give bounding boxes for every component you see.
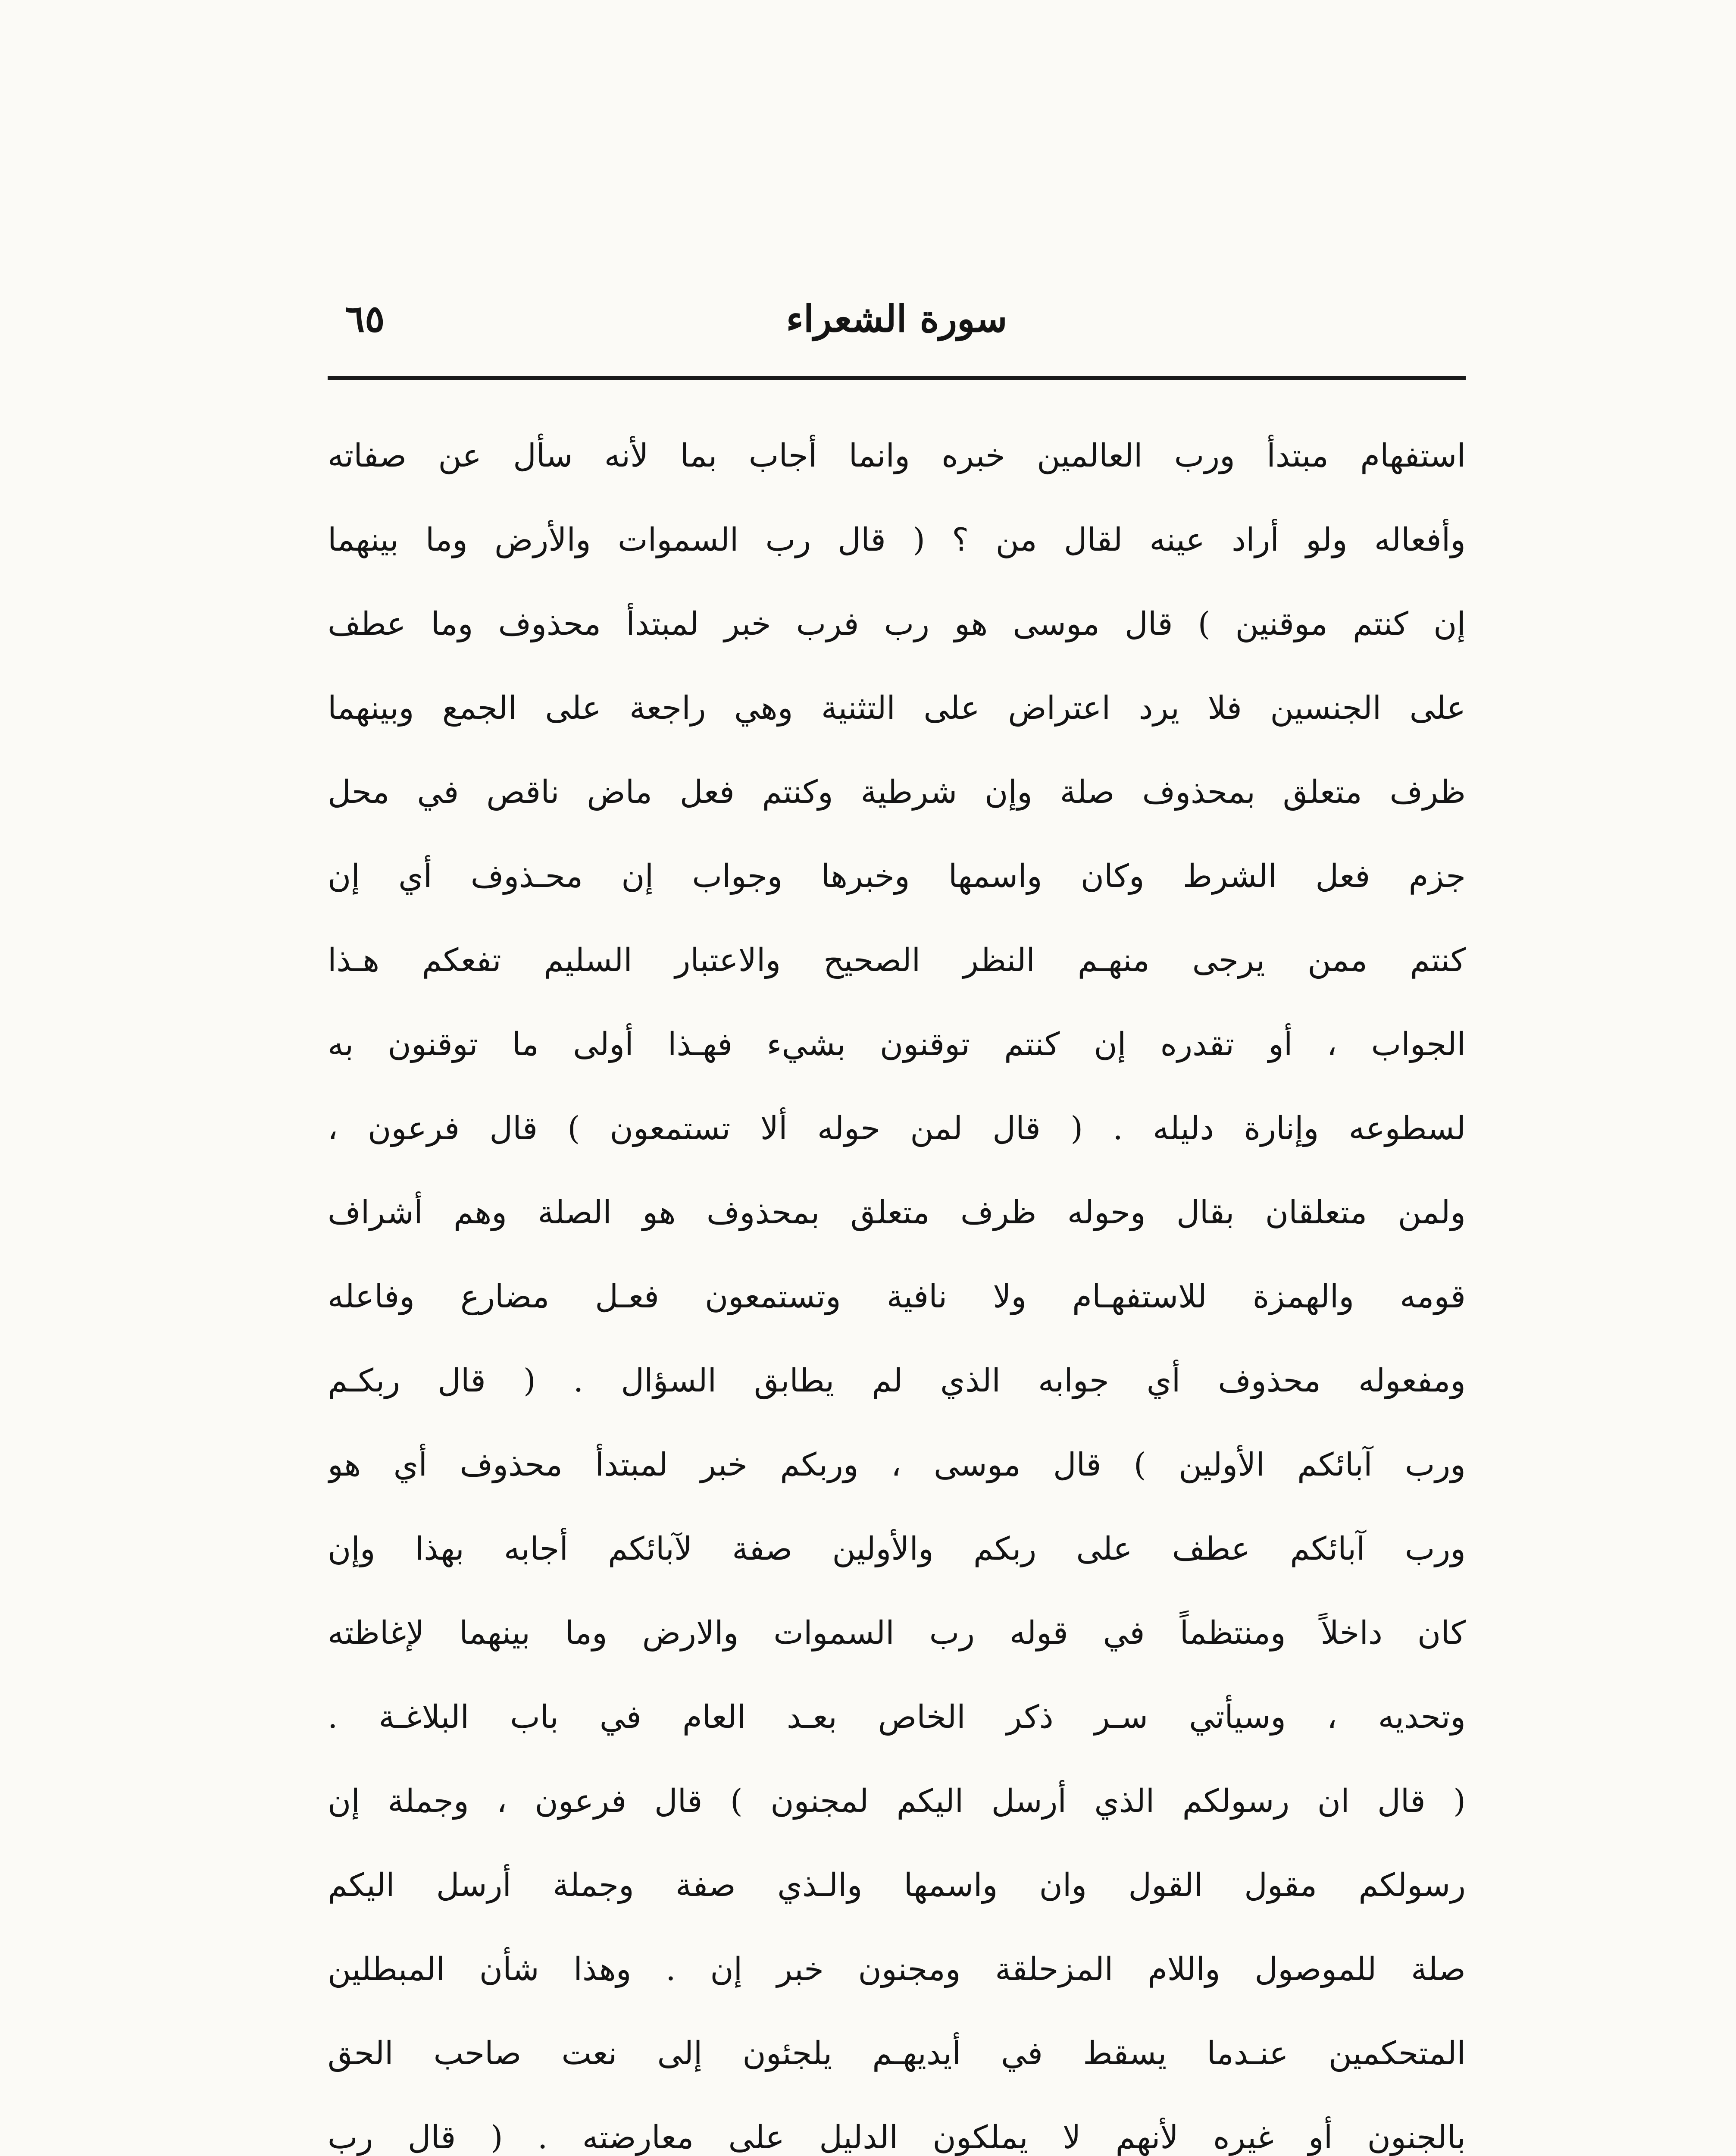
text-line: ومفعوله محذوف أي جوابه الذي لم يطابق السؤال . ( قال ربكـم bbox=[328, 1362, 1466, 1399]
text-line: وتحديه ، وسيأتي سـر ذكر الخاص بعـد العام في باب البلاغـة . bbox=[328, 1698, 1466, 1736]
text-line: كان داخلاً ومنتظماً في قوله رب السموات والارض وما بينهما لإغاظته bbox=[328, 1614, 1466, 1651]
body-text bbox=[328, 414, 1466, 2156]
running-title: سورة الشعراء bbox=[786, 297, 1007, 341]
page-header bbox=[328, 285, 1466, 354]
text-line: رسولكم مقول القول وان واسمها والـذي صفة وجملة أرسل اليكم bbox=[328, 1867, 1466, 1904]
text-line: صلة للموصول واللام المزحلقة ومجنون خبر إن . وهذا شأن المبطلين bbox=[328, 1951, 1466, 1988]
text-line: جزم فعل الشرط وكان واسمها وخبرها وجواب إن محـذوف أي إن bbox=[328, 858, 1466, 895]
text-line: الجواب ، أو تقدره إن كنتم توقنون بشيء فهـذا أولى ما توقنون به bbox=[328, 1026, 1466, 1063]
text-line: كنتم ممن يرجى منهـم النظر الصحيح والاعتبار السليم تفعكم هـذا bbox=[328, 942, 1466, 979]
text-line: المتحكمين عنـدما يسقط في أيديهـم يلجئون إلى نعت صاحب الحق bbox=[328, 2035, 1466, 2072]
text-line: ظرف متعلق بمحذوف صلة وإن شرطية وكنتم فعل ماض ناقص في محل bbox=[328, 774, 1466, 811]
text-line: ( قال ان رسولكم الذي أرسل اليكم لمجنون ) قال فرعون ، وجملة إن bbox=[328, 1783, 1466, 1820]
text-line: لسطوعه وإنارة دليله . ( قال لمن حوله ألا تستمعون ) قال فرعون ، bbox=[328, 1110, 1466, 1147]
page-number: ٦٥ bbox=[345, 297, 385, 341]
text-line: قومه والهمزة للاستفهـام ولا نافية وتستمعون فعـل مضارع وفاعله bbox=[328, 1278, 1466, 1315]
text-line: على الجنسين فلا يرد اعتراض على التثنية وهي راجعة على الجمع وبينهما bbox=[328, 689, 1466, 727]
text-line: ورب آبائكم الأولين ) قال موسى ، وربكم خبر لمبتدأ محذوف أي هو bbox=[328, 1446, 1466, 1483]
text-line: بالجنون أو غيره لأنهم لا يملكون الدليل على معارضته . ( قال رب bbox=[328, 2119, 1466, 2156]
text-line: ولمن متعلقان بقال وحوله ظرف متعلق بمحذوف هو الصلة وهم أشراف bbox=[328, 1194, 1466, 1231]
text-line: وأفعاله ولو أراد عينه لقال من ؟ ( قال رب السموات والأرض وما بينهما bbox=[328, 521, 1466, 558]
text-line: ورب آبائكم عطف على ربكم والأولين صفة لآبائكم أجابه بهذا وإن bbox=[328, 1530, 1466, 1567]
text-line: إن كنتم موقنين ) قال موسى هو رب فرب خبر لمبتدأ محذوف وما عطف bbox=[328, 605, 1466, 642]
text-line: استفهام مبتدأ ورب العالمين خبره وانما أجاب بما لأنه سأل عن صفاته bbox=[328, 437, 1466, 474]
header-rule bbox=[328, 376, 1466, 380]
